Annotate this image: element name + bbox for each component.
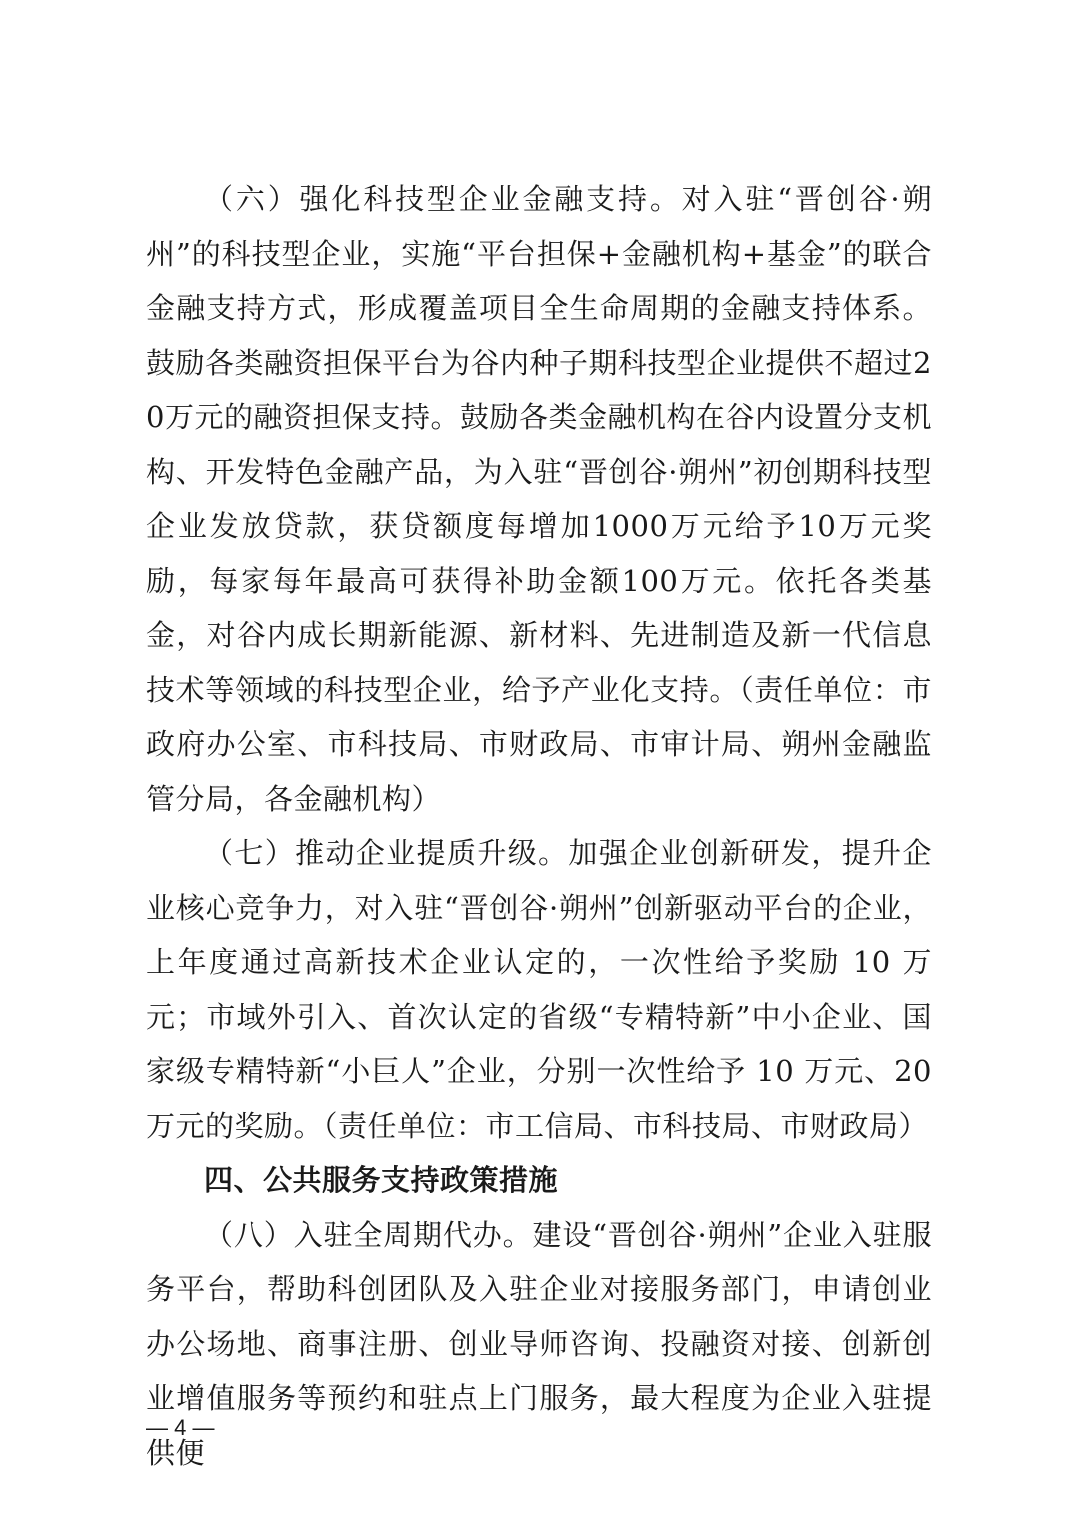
document-body <box>146 172 932 1480</box>
paragraph-financial-support: （六）强化科技型企业金融支持。对入驻“晋创谷·朔州”的科技型企业，实施“平台担保+金融机构+基金”的联合金融支持方式，形成覆盖项目全生命周期的金融支持体系。鼓励各类融资担保平台为谷内种子期科技型企业提供不超过20万元的融资担保支持。鼓励各类金融机构在谷内设置分支机构、开发特色金融产品，为入驻“晋创谷·朔州”初创期科技型企业发放贷款，获贷额度每增加1000万元给予10万元奖励，每家每年最高可获得补助金额100万元。依托各类基金，对谷内成长期新能源、新材料、先进制造及新一代信息技术等领域的科技型企业，给予产业化支持。（责任单位：市政府办公室、市科技局、市财政局、市审计局、朔州金融监管分局，各金融机构） <box>146 182 932 816</box>
paragraph-full-cycle-agency: （八）入驻全周期代办。建设“晋创谷·朔州”企业入驻服务平台，帮助科创团队及入驻企业对接服务部门，申请创业办公场地、商事注册、创业导师咨询、投融资对接、创新创业增值服务等预约和驻点上门服务，最大程度为企业入驻提供便 <box>146 1217 932 1470</box>
paragraph-enterprise-upgrade: （七）推动企业提质升级。加强企业创新研发，提升企业核心竞争力，对入驻“晋创谷·朔州”创新驱动平台的企业，上年度通过高新技术企业认定的，一次性给予奖励 10 万元；市域外引入、首次认定的省级“专精特新”中小企业、国家级专精特新“小巨人”企业，分别一次性给予 10 万元、20 万元的奖励。（责任单位：市工信局、市科技局、市财政局） <box>146 836 932 1143</box>
section-heading-public-services: 四、公共服务支持政策措施 <box>204 1163 559 1197</box>
page-number: — 4 — <box>146 1415 215 1440</box>
